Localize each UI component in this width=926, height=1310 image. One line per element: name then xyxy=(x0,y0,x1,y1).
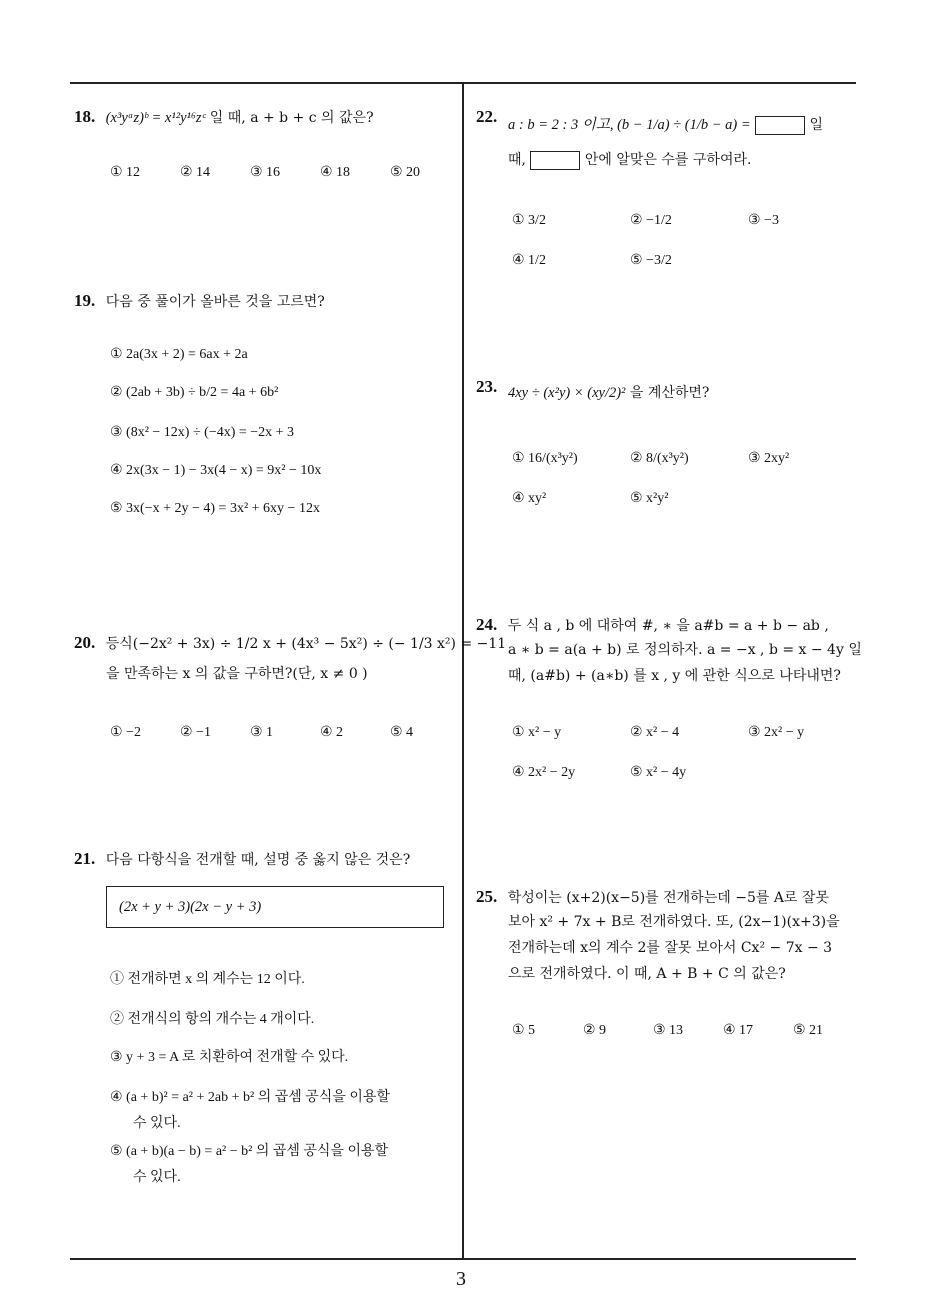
column-divider xyxy=(462,82,464,1260)
option[interactable]: ② 8/(x³y²) xyxy=(630,451,689,466)
question-text: 안에 알맞은 수를 구하여라. xyxy=(584,152,752,168)
question-text: 다음 중 풀이가 올바른 것을 고르면? xyxy=(105,294,325,310)
option[interactable]: ⑤ x²y² xyxy=(630,491,669,506)
option[interactable]: ③ 1 xyxy=(250,725,274,740)
option[interactable]: ③ (8x² − 12x) ÷ (−4x) = −2x + 3 xyxy=(110,425,295,440)
option[interactable]: ④ 18 xyxy=(320,165,351,180)
question-text-line-1: 등식(−2x² + 3x) ÷ 1/2 x + (4x³ − 5x²) ÷ (− 1/3 x²) = −11 xyxy=(105,636,507,652)
question-number: 20. xyxy=(74,633,96,652)
equation: a : b = 2 : 3 이고, (b − 1/a) ÷ (1/b − a) = xyxy=(508,117,751,133)
option[interactable]: ② 9 xyxy=(583,1023,607,1038)
option[interactable]: ③ 16 xyxy=(250,165,281,180)
option[interactable]: ④ 1/2 xyxy=(512,253,546,268)
option[interactable]: ④ 2x² − 2y xyxy=(512,765,576,780)
question-number: 18. xyxy=(74,107,96,126)
option[interactable]: ① 16/(x³y²) xyxy=(512,451,578,466)
option[interactable]: ⑤ x² − 4y xyxy=(630,765,687,780)
option[interactable]: ⑤ 4 xyxy=(390,725,414,740)
question-number: 23. xyxy=(476,377,498,396)
option[interactable]: ② −1 xyxy=(180,725,211,740)
answer-blank xyxy=(530,151,580,170)
option[interactable]: ② 전개식의 항의 개수는 4 개이다. xyxy=(110,1012,315,1027)
question-19 xyxy=(74,288,325,314)
question-number: 21. xyxy=(74,849,96,868)
option[interactable]: ④ xy² xyxy=(512,491,547,506)
question-20 xyxy=(74,630,506,656)
option[interactable]: ⑤ 21 xyxy=(793,1023,824,1038)
question-25-line-3: 전개하는데 x의 계수 2를 잘못 보아서 Cx² − 7x − 3 xyxy=(508,940,833,956)
option[interactable]: ④ 2 xyxy=(320,725,344,740)
option[interactable]: ⑤ (a + b)(a − b) = a² − b² 의 곱셈 공식을 이용할 xyxy=(110,1144,389,1159)
question-22-line-2 xyxy=(508,150,751,172)
option[interactable]: ② 14 xyxy=(180,165,211,180)
question-24 xyxy=(476,612,829,638)
option[interactable]: ① 2a(3x + 2) = 6ax + 2a xyxy=(110,347,248,362)
question-24-line-3: 때, (a#b) + (a∗b) 를 x , y 에 관한 식으로 나타내면? xyxy=(508,668,841,684)
question-text: 다음 다항식을 전개할 때, 설명 중 옳지 않은 것은? xyxy=(105,852,411,868)
option-continuation: 수 있다. xyxy=(133,1116,181,1131)
page-number: 3 xyxy=(456,1268,466,1290)
question-text: 때, xyxy=(508,152,526,168)
option[interactable]: ① 전개하면 x 의 계수는 12 이다. xyxy=(110,972,305,987)
option[interactable]: ① 12 xyxy=(110,165,141,180)
question-25-line-2: 보아 x² + 7x + B로 전개하였다. 또, (2x−1)(x+3)을 xyxy=(508,914,840,930)
question-21 xyxy=(74,846,410,872)
option[interactable]: ④ (a + b)² = a² + 2ab + b² 의 곱셈 공식을 이용할 xyxy=(110,1090,390,1105)
option[interactable]: ② −1/2 xyxy=(630,213,672,228)
question-22 xyxy=(476,104,503,130)
equation: 4xy ÷ (x²y) × (xy/2)² xyxy=(508,385,626,401)
question-25 xyxy=(476,884,829,910)
expression-box: (2x + y + 3)(2x − y + 3) xyxy=(106,886,444,928)
option[interactable]: ① −2 xyxy=(110,725,141,740)
option[interactable]: ① x² − y xyxy=(512,725,562,740)
question-text: 일 때, a + b + c 의 값은? xyxy=(205,110,374,126)
question-18 xyxy=(74,104,374,130)
option[interactable]: ⑤ 3x(−x + 2y − 4) = 3x² + 6xy − 12x xyxy=(110,501,320,516)
question-number: 24. xyxy=(476,615,498,634)
option-continuation: 수 있다. xyxy=(133,1170,181,1185)
option[interactable]: ② (2ab + 3b) ÷ b/2 = 4a + 6b² xyxy=(110,385,279,400)
question-number: 22. xyxy=(476,107,498,126)
option[interactable]: ③ −3 xyxy=(748,213,779,228)
question-22-line-1 xyxy=(508,114,823,137)
question-23 xyxy=(476,374,503,400)
option[interactable]: ④ 2x(3x − 1) − 3x(4 − x) = 9x² − 10x xyxy=(110,463,322,478)
option[interactable]: ③ 2xy² xyxy=(748,451,790,466)
option[interactable]: ① 5 xyxy=(512,1023,536,1038)
bottom-rule xyxy=(70,1258,856,1260)
question-text: 을 계산하면? xyxy=(625,385,710,401)
question-20-line-2: 을 만족하는 x 의 값을 구하면?(단, x ≠ 0 ) xyxy=(106,666,368,682)
option[interactable]: ④ 17 xyxy=(723,1023,754,1038)
question-text-line-1: 두 식 a , b 에 대하여 #, ∗ 을 a#b = a + b − ab , xyxy=(507,618,829,634)
option[interactable]: ⑤ −3/2 xyxy=(630,253,672,268)
answer-blank xyxy=(755,116,805,135)
option[interactable]: ③ 2x² − y xyxy=(748,725,805,740)
question-text-line-1: 학성이는 (x+2)(x−5)를 전개하는데 −5를 A로 잘못 xyxy=(507,890,829,906)
option[interactable]: ② x² − 4 xyxy=(630,725,680,740)
option[interactable]: ③ 13 xyxy=(653,1023,684,1038)
question-number: 19. xyxy=(74,291,96,310)
option[interactable]: ① 3/2 xyxy=(512,213,546,228)
equation: (x³yᵃz)ᵇ = x¹²y¹⁶zᶜ xyxy=(105,110,206,126)
question-25-line-4: 으로 전개하였다. 이 때, A + B + C 의 값은? xyxy=(508,966,786,982)
question-23-line-1 xyxy=(508,382,709,405)
option[interactable]: ③ y + 3 = A 로 치환하여 전개할 수 있다. xyxy=(110,1050,349,1065)
option[interactable]: ⑤ 20 xyxy=(390,165,421,180)
question-number: 25. xyxy=(476,887,498,906)
question-24-line-2: a ∗ b = a(a + b) 로 정의하자. a = −x , b = x − 4y 일 xyxy=(508,642,862,658)
question-text: 일 xyxy=(809,117,824,133)
